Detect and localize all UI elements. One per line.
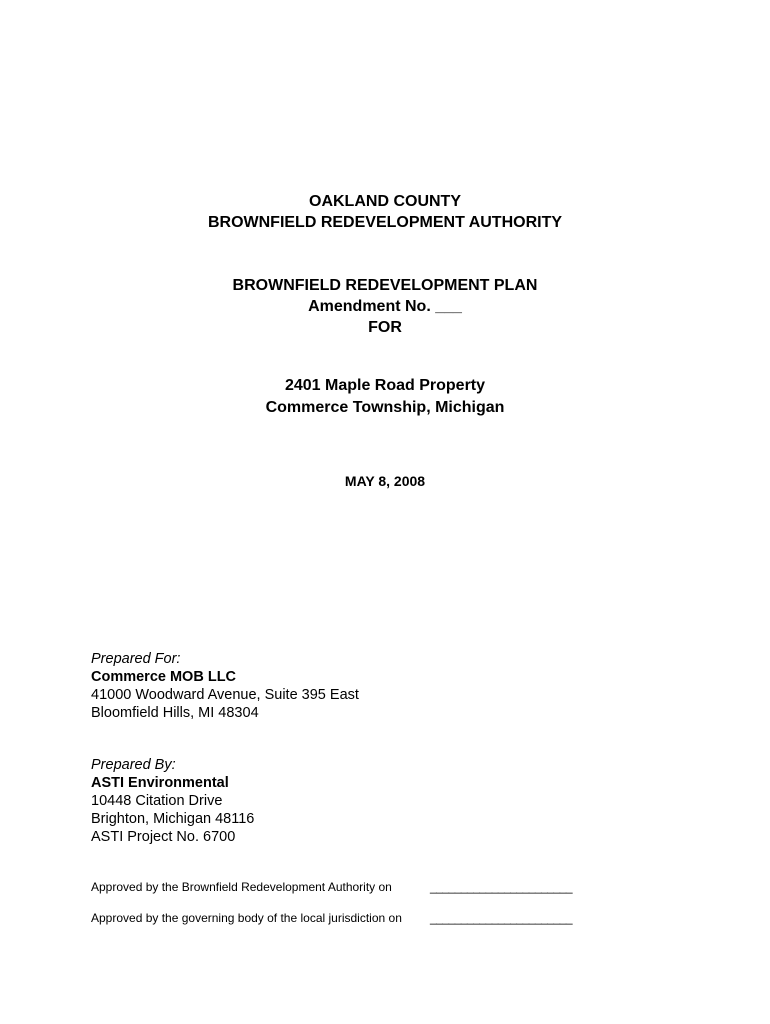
plan-for: FOR <box>368 319 402 336</box>
prepared-for-address1: 41000 Woodward Avenue, Suite 395 East <box>91 687 359 703</box>
plan-amendment: Amendment No. ___ <box>308 298 462 315</box>
plan-title: BROWNFIELD REDEVELOPMENT PLAN <box>232 277 538 294</box>
approval-authority-date-blank: _______________________ <box>430 880 572 894</box>
prepared-by-label: Prepared By: <box>91 757 176 773</box>
header-authority: BROWNFIELD REDEVELOPMENT AUTHORITY <box>207 214 563 231</box>
property-location: Commerce Township, Michigan <box>265 399 505 416</box>
prepared-for-label: Prepared For: <box>91 651 181 667</box>
prepared-by-org: ASTI Environmental <box>91 775 229 791</box>
prepared-for-block <box>91 650 359 722</box>
prepared-by-block <box>91 756 254 846</box>
header-county: OAKLAND COUNTY <box>309 193 461 210</box>
document-date: MAY 8, 2008 <box>344 473 426 489</box>
prepared-for-org: Commerce MOB LLC <box>91 669 237 685</box>
approval-authority-text: Approved by the Brownfield Redevelopment Authority on <box>91 880 392 894</box>
prepared-by-address1: 10448 Citation Drive <box>91 793 223 809</box>
prepared-for-address2: Bloomfield Hills, MI 48304 <box>91 705 259 721</box>
prepared-by-address2: Brighton, Michigan 48116 <box>91 811 255 827</box>
approval-jurisdiction-text: Approved by the governing body of the local jurisdiction on <box>91 911 402 925</box>
property-address: 2401 Maple Road Property <box>284 377 486 394</box>
prepared-by-project: ASTI Project No. 6700 <box>91 829 236 845</box>
approval-jurisdiction-date-blank: _______________________ <box>430 911 572 925</box>
